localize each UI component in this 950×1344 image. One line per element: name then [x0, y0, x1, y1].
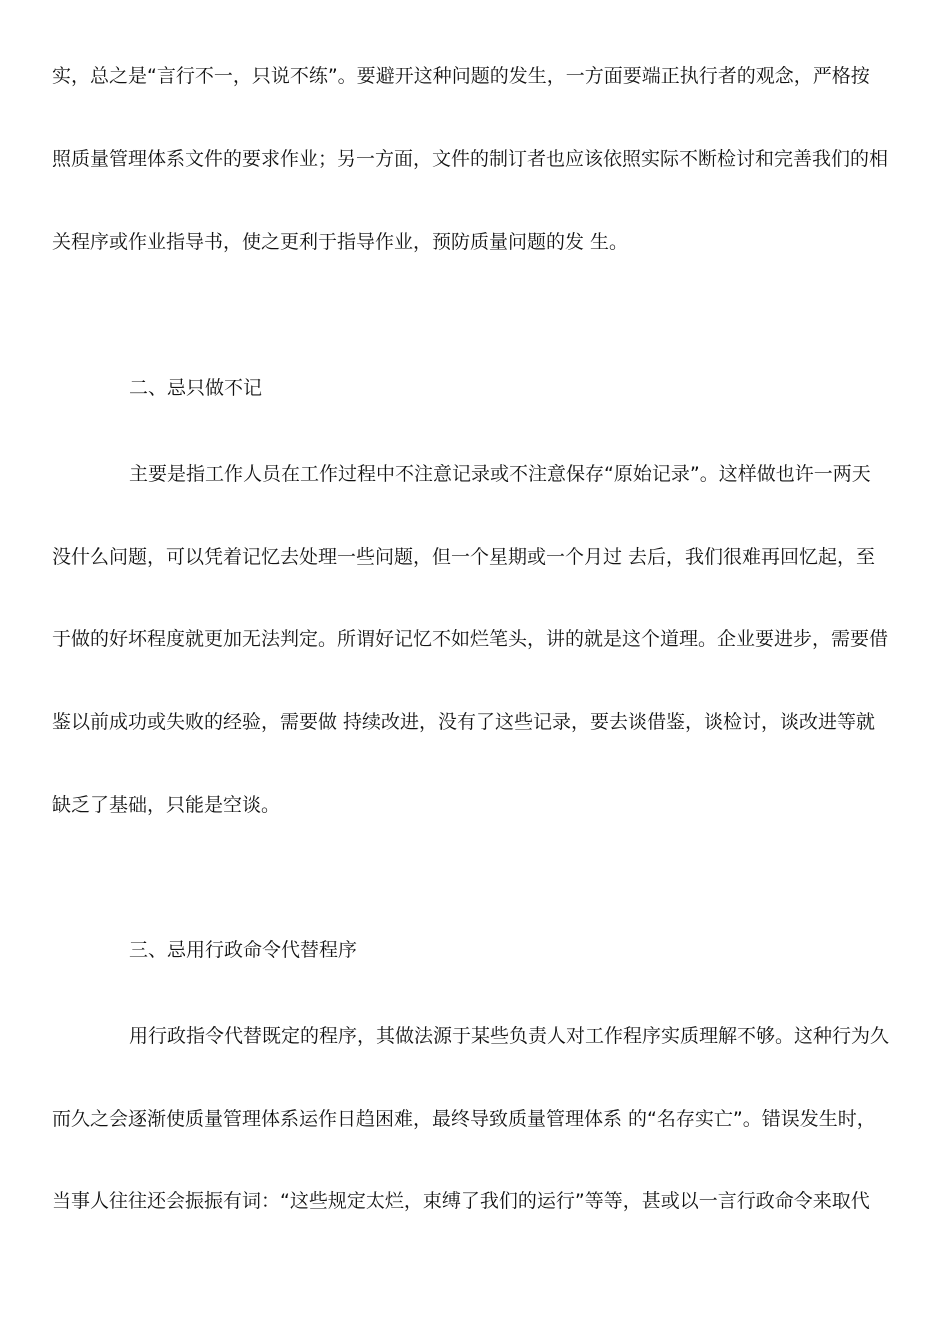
paragraph-line: 而久之会逐渐使质量管理体系运作日趋困难，最终导致质量管理体系 的“名存实亡”。错误发生时， — [52, 1108, 876, 1130]
paragraph-line: 用行政指令代替既定的程序，其做法源于某些负责人对工作程序实质理解不够。这种行为久 — [129, 1025, 890, 1047]
paragraph-line: 于做的好坏程度就更加无法判定。所谓好记忆不如烂笔头，讲的就是这个道理。企业要进步，需要借 — [52, 628, 889, 650]
paragraph-line: 没什么问题，可以凭着记忆去处理一些问题，但一个星期或一个月过 去后，我们很难再回忆起，至 — [52, 546, 876, 568]
section-heading: 三、忌用行政命令代替程序 — [129, 939, 358, 961]
paragraph-line: 关程序或作业指导书，使之更利于指导作业，预防质量问题的发 生。 — [52, 231, 629, 253]
paragraph-line: 当事人往往还会振振有词：“这些规定太烂，束缚了我们的运行”等等，甚或以一言行政命令来取代 — [52, 1190, 870, 1212]
paragraph-line: 照质量管理体系文件的要求作业；另一方面，文件的制订者也应该依照实际不断检讨和完善我们的相 — [52, 148, 889, 170]
paragraph-line: 实，总之是“言行不一，只说不练”。要避开这种问题的发生，一方面要端正执行者的观念，严格按 — [52, 65, 870, 87]
paragraph-line: 缺乏了基础，只能是空谈。 — [52, 794, 281, 816]
paragraph-line: 鉴以前成功或失败的经验，需要做 持续改进，没有了这些记录，要去谈借鉴，谈检讨，谈改进等就 — [52, 711, 876, 733]
paragraph-line: 主要是指工作人员在工作过程中不注意记录或不注意保存“原始记录”。这样做也许一两天 — [129, 463, 871, 485]
section-heading: 二、忌只做不记 — [129, 377, 263, 399]
